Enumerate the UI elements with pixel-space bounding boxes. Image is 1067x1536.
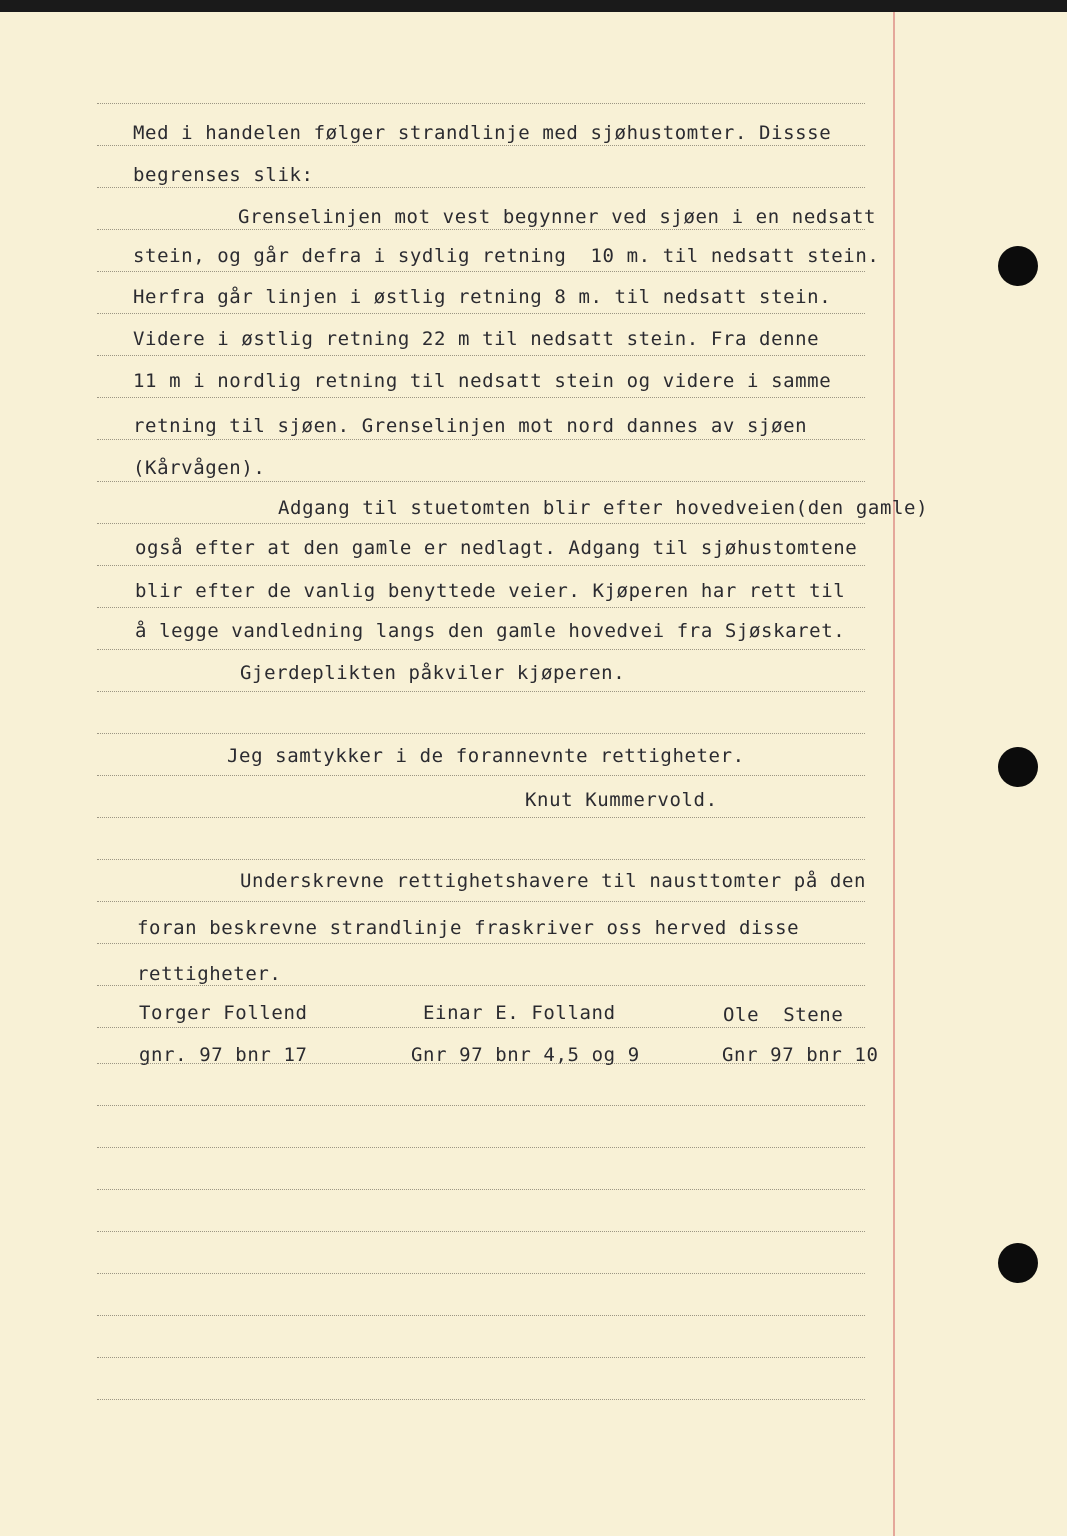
- ruled-line: [97, 1315, 865, 1316]
- ruled-line: [97, 439, 865, 440]
- signatory-name: Ole Stene: [723, 1004, 844, 1026]
- text-line: (Kårvågen).: [133, 457, 266, 479]
- ruled-line: [97, 565, 865, 566]
- punch-hole: [998, 1243, 1038, 1283]
- text-line: å legge vandledning langs den gamle hovedvei fra Sjøskaret.: [135, 620, 846, 642]
- ruled-line: [97, 523, 865, 524]
- consent-signature: Knut Kummervold.: [525, 789, 718, 811]
- signatory-name: Einar E. Folland: [423, 1002, 616, 1024]
- ruled-line: [97, 607, 865, 608]
- text-line: Grenselinjen mot vest begynner ved sjøen i en nedsatt: [238, 206, 877, 228]
- ruled-line: [97, 481, 865, 482]
- ruled-line: [97, 1027, 865, 1028]
- ruled-line: [97, 775, 865, 776]
- signatory-name: Torger Follend: [139, 1002, 308, 1024]
- ruled-line: [97, 313, 865, 314]
- ruled-line: [97, 1231, 865, 1232]
- ruled-line: [97, 1357, 865, 1358]
- ruled-line: [97, 817, 865, 818]
- text-line: Med i handelen følger strandlinje med sjøhustomter. Dissse: [133, 122, 832, 144]
- punch-hole: [998, 246, 1038, 286]
- text-line: Gjerdeplikten påkviler kjøperen.: [240, 662, 626, 684]
- text-line: retning til sjøen. Grenselinjen mot nord dannes av sjøen: [133, 415, 808, 437]
- signatory-ref: gnr. 97 bnr 17: [139, 1044, 308, 1066]
- ruled-line: [97, 691, 865, 692]
- ruled-line: [97, 1273, 865, 1274]
- text-line: Adgang til stuetomten blir efter hovedveien(den gamle): [278, 497, 929, 519]
- text-line: begrenses slik:: [133, 164, 314, 186]
- text-line: foran beskrevne strandlinje fraskriver oss herved disse: [137, 917, 800, 939]
- ruled-line: [97, 1147, 865, 1148]
- ruled-line: [97, 229, 865, 230]
- ruled-line: [97, 1105, 865, 1106]
- ruled-line: [97, 355, 865, 356]
- text-line: også efter at den gamle er nedlagt. Adgang til sjøhustomtene: [135, 537, 858, 559]
- ruled-line: [97, 1189, 865, 1190]
- text-line: stein, og går defra i sydlig retning 10 m. til nedsatt stein.: [133, 245, 880, 267]
- ruled-line: [97, 103, 865, 104]
- ruled-line: [97, 943, 865, 944]
- signatory-ref: Gnr 97 bnr 4,5 og 9: [411, 1044, 640, 1066]
- ruled-line: [97, 1399, 865, 1400]
- ruled-line: [97, 397, 865, 398]
- ruled-line: [97, 859, 865, 860]
- signatory-ref: Gnr 97 bnr 10: [722, 1044, 879, 1066]
- ruled-line: [97, 187, 865, 188]
- consent-text: Jeg samtykker i de forannevnte rettigheter.: [227, 745, 745, 767]
- margin-line: [893, 12, 895, 1536]
- text-line: rettigheter.: [137, 963, 282, 985]
- document-page: [0, 12, 1067, 1536]
- ruled-line: [97, 271, 865, 272]
- ruled-line: [97, 985, 865, 986]
- ruled-line: [97, 649, 865, 650]
- punch-hole: [998, 747, 1038, 787]
- ruled-line: [97, 145, 865, 146]
- text-line: Underskrevne rettighetshavere til nausttomter på den: [240, 870, 867, 892]
- text-line: Herfra går linjen i østlig retning 8 m. til nedsatt stein.: [133, 286, 832, 308]
- text-line: 11 m i nordlig retning til nedsatt stein og videre i samme: [133, 370, 832, 392]
- text-line: blir efter de vanlig benyttede veier. Kjøperen har rett til: [135, 580, 846, 602]
- text-line: Videre i østlig retning 22 m til nedsatt stein. Fra denne: [133, 328, 820, 350]
- ruled-line: [97, 733, 865, 734]
- ruled-line: [97, 901, 865, 902]
